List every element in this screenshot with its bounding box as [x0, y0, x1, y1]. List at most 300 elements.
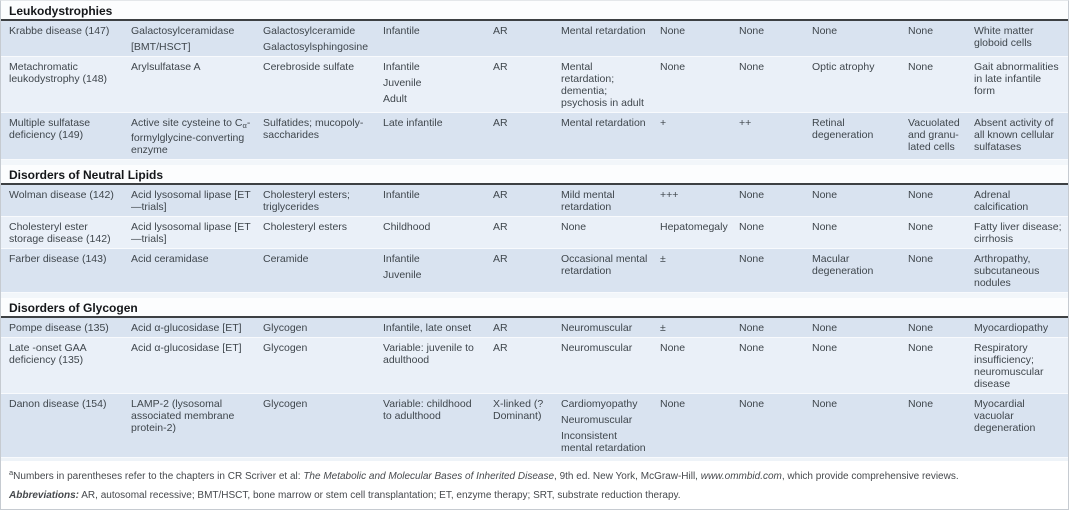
table-cell	[255, 394, 375, 457]
text-segment: Childhood	[383, 221, 431, 233]
text-segment: AR	[493, 189, 508, 201]
table-body	[1, 1, 1068, 458]
cell-line	[383, 253, 481, 265]
table-cell	[731, 217, 804, 248]
text-segment: AR	[493, 253, 508, 265]
text-segment: Occasional mental retardation	[561, 253, 648, 277]
cell-line	[131, 322, 251, 334]
table-cell	[375, 217, 485, 248]
text-segment: ±	[660, 253, 666, 265]
text-segment: None	[908, 322, 934, 334]
table-cell	[966, 21, 1068, 56]
cell-line	[974, 342, 1064, 390]
cell-line	[493, 61, 549, 73]
cell-line	[383, 269, 481, 281]
table-cell	[966, 185, 1068, 216]
cell-line	[383, 322, 481, 334]
cell-line	[974, 398, 1064, 434]
table-cell	[731, 318, 804, 337]
table-cell	[255, 318, 375, 337]
footnotes	[1, 458, 1068, 509]
text-segment: Ceramide	[263, 253, 309, 265]
text-segment: Variable: childhood to adulthood	[383, 398, 472, 422]
table-cell	[375, 249, 485, 292]
text-segment: AR	[493, 221, 508, 233]
cell-line	[739, 398, 800, 410]
table-cell	[804, 113, 900, 159]
cell-line	[263, 61, 371, 73]
cell-line	[561, 189, 648, 213]
text-segment: Hepatomegaly	[660, 221, 728, 233]
text-segment: None	[660, 25, 686, 37]
cell-line	[9, 398, 119, 410]
cell-line	[383, 117, 481, 129]
cell-line	[9, 342, 119, 366]
cell-line	[739, 25, 800, 37]
text-segment: Neuromuscular	[561, 322, 633, 334]
cell-line	[263, 117, 371, 141]
table-cell	[652, 338, 731, 393]
text-segment: , which provide comprehensive reviews.	[781, 471, 959, 482]
text-segment: Adult	[383, 93, 407, 105]
table-cell	[255, 185, 375, 216]
table-row	[1, 318, 1068, 338]
cell-line	[131, 61, 251, 73]
table-cell	[1, 21, 123, 56]
table-cell	[1, 113, 123, 159]
table-cell	[553, 318, 652, 337]
table-cell	[966, 217, 1068, 248]
text-segment: Active site cysteine to C	[131, 117, 243, 129]
table-cell	[485, 21, 553, 56]
cell-line	[974, 322, 1064, 334]
table-cell	[900, 57, 966, 112]
table-cell	[553, 394, 652, 457]
text-segment: Inconsistent mental retardation	[561, 430, 646, 454]
text-segment: Galactosylceramide	[263, 25, 356, 37]
table-row	[1, 217, 1068, 249]
cell-line	[561, 253, 648, 277]
table-cell	[652, 249, 731, 292]
cell-line	[974, 189, 1064, 213]
cell-line	[561, 414, 648, 426]
cell-line	[493, 398, 549, 422]
text-segment: Gait abnormalities in late infantile form	[974, 61, 1059, 97]
section-header: Disorders of Glycogen	[1, 298, 1068, 318]
cell-line	[383, 342, 481, 366]
text-segment: X-linked (?Dominant)	[493, 398, 544, 422]
text-segment: Glycogen	[263, 342, 308, 354]
table-cell	[1, 394, 123, 457]
cell-line	[383, 189, 481, 201]
cell-line	[131, 41, 251, 53]
cell-line	[561, 61, 648, 109]
text-segment: Macular degeneration	[812, 253, 874, 277]
table-row	[1, 21, 1068, 57]
cell-line	[908, 25, 962, 37]
table-cell	[485, 217, 553, 248]
text-segment: +	[660, 117, 667, 129]
text-segment: Infantile	[383, 61, 420, 73]
text-segment: Late -onset GAA deficiency (135)	[9, 342, 87, 366]
table-cell	[804, 318, 900, 337]
table-cell	[900, 21, 966, 56]
cell-line	[660, 117, 727, 129]
table-cell	[731, 185, 804, 216]
cell-line	[263, 25, 371, 37]
text-segment: Vacuolated and granu-lated cells	[908, 117, 960, 153]
table-cell	[966, 394, 1068, 457]
text-segment: None	[660, 342, 686, 354]
cell-line	[131, 398, 251, 434]
text-segment: [BMT/HSCT]	[131, 41, 191, 53]
cell-line	[493, 322, 549, 334]
text-segment: None	[812, 221, 838, 233]
table-cell	[731, 338, 804, 393]
table-cell	[255, 113, 375, 159]
cell-line	[9, 221, 119, 245]
text-segment: None	[812, 398, 838, 410]
cell-line	[974, 221, 1064, 245]
cell-line	[812, 25, 896, 37]
table-cell	[553, 338, 652, 393]
text-segment: AR	[493, 322, 508, 334]
table-cell	[1, 217, 123, 248]
text-segment: Arylsulfatase A	[131, 61, 201, 73]
text-segment: Acid lysosomal lipase [ET—trials]	[131, 189, 251, 213]
table-cell	[900, 185, 966, 216]
cell-line	[493, 189, 549, 201]
cell-line	[660, 398, 727, 410]
footnote	[9, 466, 1060, 483]
cell-line	[660, 221, 727, 233]
cell-line	[739, 322, 800, 334]
table-cell	[900, 338, 966, 393]
table-cell	[375, 21, 485, 56]
table-cell	[652, 113, 731, 159]
cell-line	[739, 253, 800, 265]
table-row	[1, 249, 1068, 293]
text-segment: Infantile	[383, 253, 420, 265]
table-cell	[652, 217, 731, 248]
text-segment: None	[739, 253, 765, 265]
text-segment: Pompe disease (135)	[9, 322, 109, 334]
table-cell	[485, 113, 553, 159]
cell-line	[493, 342, 549, 354]
table-cell	[375, 338, 485, 393]
table-cell	[804, 21, 900, 56]
table-cell	[966, 338, 1068, 393]
table-cell	[123, 318, 255, 337]
table-cell	[652, 185, 731, 216]
text-segment: None	[812, 189, 838, 201]
text-segment: Myocardiopathy	[974, 322, 1049, 334]
cell-line	[131, 25, 251, 37]
text-segment: Fatty liver disease; cirrhosis	[974, 221, 1062, 245]
cell-line	[739, 117, 800, 129]
cell-line	[561, 342, 648, 354]
cell-line	[908, 398, 962, 410]
text-segment: Myocardial vacuolar degeneration	[974, 398, 1036, 434]
cell-line	[739, 61, 800, 73]
text-segment: None	[739, 189, 765, 201]
text-segment: Multiple sulfatase deficiency (149)	[9, 117, 91, 141]
text-segment: α	[242, 121, 247, 130]
text-segment: Glycogen	[263, 398, 308, 410]
cell-line	[908, 189, 962, 201]
table-cell	[123, 394, 255, 457]
cell-line	[383, 93, 481, 105]
text-segment: Juvenile	[383, 269, 422, 281]
text-segment: Glycogen	[263, 322, 308, 334]
table-cell	[900, 217, 966, 248]
cell-line	[263, 189, 371, 213]
cell-line	[493, 253, 549, 265]
cell-line	[493, 221, 549, 233]
text-segment: AR	[493, 61, 508, 73]
table-cell	[375, 318, 485, 337]
table-cell	[255, 57, 375, 112]
text-segment: Cholesteryl esters; triglycerides	[263, 189, 350, 213]
text-segment: Acid lysosomal lipase [ET—trials]	[131, 221, 251, 245]
cell-line	[812, 221, 896, 233]
cell-line	[493, 25, 549, 37]
table-cell	[731, 57, 804, 112]
table-cell	[485, 394, 553, 457]
text-segment: None	[812, 25, 838, 37]
cell-line	[263, 41, 371, 53]
text-segment: None	[908, 342, 934, 354]
cell-line	[383, 398, 481, 422]
text-segment: None	[739, 322, 765, 334]
text-segment: +++	[660, 189, 679, 201]
table-cell	[255, 21, 375, 56]
table-cell	[731, 394, 804, 457]
cell-line	[383, 61, 481, 73]
text-segment: None	[739, 398, 765, 410]
text-segment: Sulfatides; mucopoly-saccharides	[263, 117, 364, 141]
cell-line	[974, 117, 1064, 153]
text-segment: Retinal degeneration	[812, 117, 874, 141]
table-row	[1, 394, 1068, 458]
cell-line	[660, 25, 727, 37]
text-segment: Juvenile	[383, 77, 422, 89]
cell-line	[908, 117, 962, 153]
cell-line	[263, 322, 371, 334]
cell-line	[9, 189, 119, 201]
table-cell	[731, 21, 804, 56]
text-segment: Mental retardation	[561, 117, 646, 129]
cell-line	[9, 61, 119, 85]
table-cell	[652, 318, 731, 337]
table-cell	[652, 21, 731, 56]
text-segment: None	[812, 322, 838, 334]
text-segment: None	[908, 398, 934, 410]
table-cell	[375, 394, 485, 457]
cell-line	[660, 342, 727, 354]
text-segment: AR	[493, 117, 508, 129]
text-segment: None	[739, 342, 765, 354]
cell-line	[974, 253, 1064, 289]
table-row	[1, 338, 1068, 394]
text-segment: None	[660, 398, 686, 410]
table-cell	[255, 338, 375, 393]
cell-line	[9, 25, 119, 37]
table-cell	[966, 249, 1068, 292]
table-cell	[375, 57, 485, 112]
cell-line	[812, 342, 896, 354]
table-cell	[485, 185, 553, 216]
table-cell	[804, 217, 900, 248]
text-segment: Krabbe disease (147)	[9, 25, 110, 37]
cell-line	[812, 117, 896, 141]
cell-line	[660, 189, 727, 201]
table-row	[1, 57, 1068, 113]
table-cell	[485, 338, 553, 393]
cell-line	[812, 398, 896, 410]
cell-line	[383, 25, 481, 37]
text-segment: AR	[493, 342, 508, 354]
text-segment: Cerebroside sulfate	[263, 61, 355, 73]
cell-line	[739, 189, 800, 201]
text-segment: Galactosylsphingosine	[263, 41, 369, 53]
table-cell	[1, 338, 123, 393]
cell-line	[131, 189, 251, 213]
table-cell	[485, 249, 553, 292]
cell-line	[383, 221, 481, 233]
text-segment: Late infantile	[383, 117, 443, 129]
text-segment: www.ommbid.com	[700, 471, 782, 482]
text-segment: Neuromuscular	[561, 414, 633, 426]
text-segment: Numbers in parentheses refer to the chapters in CR Scriver et al:	[13, 471, 304, 482]
text-segment: LAMP-2 (lysosomal associated membrane protein-2)	[131, 398, 235, 434]
table-cell	[375, 113, 485, 159]
table-cell	[1, 57, 123, 112]
table-cell	[804, 249, 900, 292]
table-cell	[900, 113, 966, 159]
text-segment: Neuromuscular	[561, 342, 633, 354]
table-cell	[652, 57, 731, 112]
table-cell	[966, 318, 1068, 337]
text-segment: Optic atrophy	[812, 61, 875, 73]
table-cell	[123, 185, 255, 216]
text-segment: Variable: juvenile to adulthood	[383, 342, 474, 366]
table-cell	[123, 57, 255, 112]
table-cell	[553, 217, 652, 248]
cell-line	[908, 61, 962, 73]
cell-line	[263, 342, 371, 354]
text-segment: None	[908, 253, 934, 265]
text-segment: Wolman disease (142)	[9, 189, 114, 201]
cell-line	[908, 253, 962, 265]
cell-line	[908, 221, 962, 233]
table-row	[1, 113, 1068, 160]
text-segment: Infantile, late onset	[383, 322, 472, 334]
table-cell	[485, 318, 553, 337]
text-segment: Cardiomyopathy	[561, 398, 638, 410]
table-cell	[804, 57, 900, 112]
text-segment: The Metabolic and Molecular Bases of Inherited Disease	[303, 471, 555, 482]
text-segment: Mild mental retardation	[561, 189, 615, 213]
text-segment: None	[739, 25, 765, 37]
table-cell	[731, 249, 804, 292]
text-segment: None	[908, 189, 934, 201]
table-cell	[375, 185, 485, 216]
table-cell	[123, 217, 255, 248]
table-cell	[900, 249, 966, 292]
text-segment: None	[561, 221, 587, 233]
table-cell	[123, 21, 255, 56]
text-segment: Danon disease (154)	[9, 398, 107, 410]
text-segment: ±	[660, 322, 666, 334]
cell-line	[974, 61, 1064, 97]
section-header: Disorders of Neutral Lipids	[1, 165, 1068, 185]
cell-line	[263, 253, 371, 265]
table-cell	[123, 113, 255, 159]
text-segment: None	[908, 61, 934, 73]
table-cell	[731, 113, 804, 159]
text-segment: Absent activity of all known cellular sulfatases	[974, 117, 1054, 153]
table-cell	[255, 249, 375, 292]
text-segment: Abbreviations:	[9, 490, 80, 501]
cell-line	[660, 61, 727, 73]
text-segment: Acid α-glucosidase [ET]	[131, 322, 242, 334]
cell-line	[493, 117, 549, 129]
table-row	[1, 185, 1068, 217]
table-cell	[966, 57, 1068, 112]
cell-line	[908, 322, 962, 334]
text-segment: Cholesteryl esters	[263, 221, 348, 233]
text-segment: -formylglycine-converting enzyme	[131, 117, 251, 156]
table-cell	[553, 113, 652, 159]
text-segment: Mental retardation	[561, 25, 646, 37]
text-segment: None	[812, 342, 838, 354]
cell-line	[812, 189, 896, 201]
table-cell	[553, 57, 652, 112]
text-segment: Infantile	[383, 25, 420, 37]
cell-line	[812, 322, 896, 334]
text-segment: Respiratory insufficiency; neuromuscular disease	[974, 342, 1044, 390]
cell-line	[812, 61, 896, 73]
text-segment: None	[908, 25, 934, 37]
text-segment: Infantile	[383, 189, 420, 201]
table-cell	[804, 394, 900, 457]
cell-line	[9, 322, 119, 334]
footnote	[9, 489, 1060, 502]
table-cell	[553, 249, 652, 292]
text-segment: Cholesteryl ester storage disease (142)	[9, 221, 111, 245]
table-cell	[900, 394, 966, 457]
table-cell	[1, 318, 123, 337]
cell-line	[561, 117, 648, 129]
text-segment: None	[660, 61, 686, 73]
table-cell	[900, 318, 966, 337]
section-header: Leukodystrophies	[1, 1, 1068, 21]
text-segment: Galactosylceramidase	[131, 25, 235, 37]
text-segment: ++	[739, 117, 752, 129]
cell-line	[561, 398, 648, 410]
text-segment: None	[908, 221, 934, 233]
cell-line	[561, 25, 648, 37]
cell-line	[739, 221, 800, 233]
table-cell	[553, 21, 652, 56]
cell-line	[908, 342, 962, 354]
table-cell	[123, 338, 255, 393]
cell-line	[974, 25, 1064, 49]
table-cell	[255, 217, 375, 248]
table-cell	[652, 394, 731, 457]
table-cell	[1, 185, 123, 216]
